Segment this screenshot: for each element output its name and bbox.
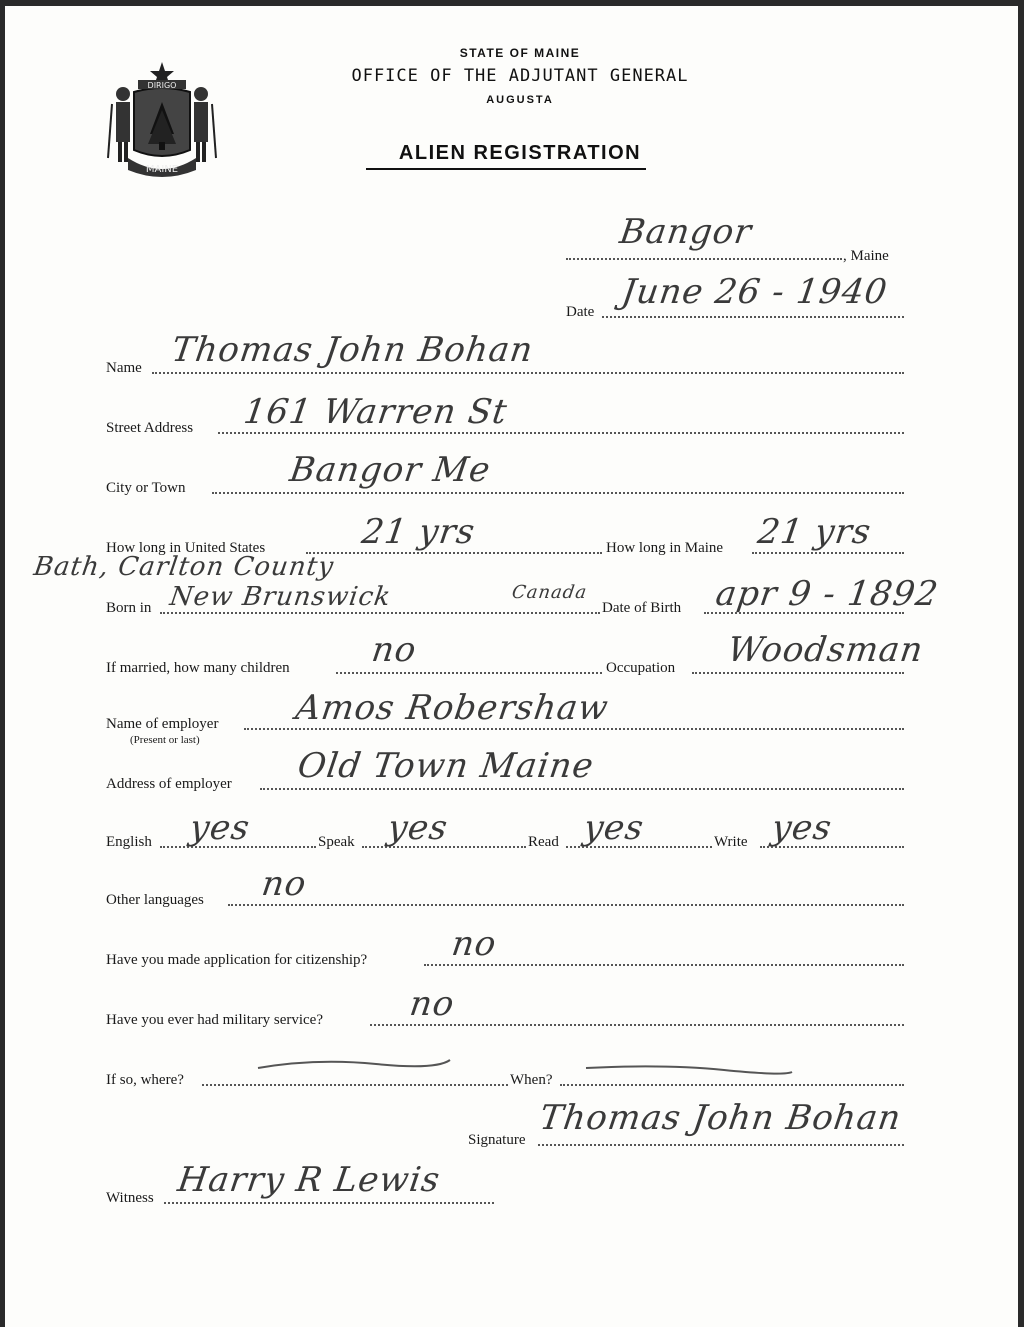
name-label: Name	[106, 360, 142, 376]
employer-address-label: Address of employer	[106, 776, 232, 792]
where-dash-stroke	[256, 1054, 452, 1076]
born-entry-line2: New Brunswick	[167, 582, 394, 612]
employer-address-line	[260, 788, 904, 790]
place-line	[566, 258, 842, 260]
witness-line	[164, 1202, 494, 1204]
street-line	[218, 432, 904, 434]
place-entry: Bangor	[617, 212, 755, 252]
how-long-maine-label: How long in Maine	[606, 540, 724, 556]
military-line	[370, 1024, 904, 1026]
city-label: City or Town	[106, 480, 186, 496]
read-label: Read	[528, 834, 559, 850]
form-title: ALIEN REGISTRATION	[398, 142, 642, 164]
english-entry: yes	[187, 808, 253, 848]
employer-sublabel: (Present or last)	[130, 734, 200, 746]
children-label: If married, how many children	[106, 660, 290, 676]
employer-label: Name of employer	[106, 716, 219, 732]
seal-state-label: MAINE	[145, 164, 179, 175]
write-label: Write	[714, 834, 748, 850]
born-entry-line1: Bath, Carlton County	[31, 552, 336, 582]
signature-line	[538, 1144, 904, 1146]
employer-entry: Amos Robershaw	[293, 688, 612, 728]
witness-entry: Harry R Lewis	[175, 1160, 443, 1200]
how-long-us-entry: 21 yrs	[359, 512, 478, 552]
header-office: OFFICE OF THE ADJUTANT GENERAL	[351, 66, 689, 86]
speak-label: Speak	[318, 834, 355, 850]
when-dash-stroke	[584, 1060, 794, 1080]
how-long-maine-entry: 21 yrs	[755, 512, 874, 552]
header-state: STATE OF MAINE	[459, 46, 581, 60]
signature-label: Signature	[468, 1132, 526, 1148]
where-line	[202, 1084, 508, 1086]
born-in-label: Born in	[106, 600, 152, 616]
date-of-birth-label: Date of Birth	[602, 600, 682, 616]
military-label: Have you ever had military service?	[106, 1012, 323, 1028]
military-entry: no	[407, 984, 458, 1024]
witness-label: Witness	[106, 1190, 154, 1206]
signature-entry: Thomas John Bohan	[537, 1098, 904, 1138]
born-in-line	[160, 612, 600, 614]
read-entry: yes	[581, 808, 647, 848]
employer-line	[244, 728, 904, 730]
where-label: If so, where?	[106, 1072, 184, 1088]
how-long-us-label: How long in United States	[106, 540, 266, 556]
scan-border-right	[1018, 0, 1024, 1327]
citizenship-entry: no	[449, 924, 500, 964]
occupation-entry: Woodsman	[725, 630, 927, 670]
other-languages-entry: no	[259, 864, 310, 904]
other-languages-label: Other languages	[106, 892, 204, 908]
street-entry: 161 Warren St	[241, 392, 511, 432]
header-city: AUGUSTA	[486, 94, 554, 106]
children-line	[336, 672, 602, 674]
scan-border-top	[0, 0, 1024, 6]
occupation-label: Occupation	[606, 660, 676, 676]
citizenship-line	[424, 964, 904, 966]
born-entry-country: Canada	[510, 582, 589, 603]
children-entry: no	[369, 630, 420, 670]
how-long-maine-line	[752, 552, 904, 554]
citizenship-label: Have you made application for citizenship?	[106, 952, 368, 968]
maine-label: , Maine	[843, 248, 889, 264]
write-entry: yes	[769, 808, 835, 848]
name-line	[152, 372, 904, 374]
date-line	[602, 316, 904, 318]
speak-entry: yes	[385, 808, 451, 848]
when-line	[560, 1084, 904, 1086]
scan-border-left	[0, 0, 5, 1327]
city-entry: Bangor Me	[287, 450, 494, 490]
english-label: English	[106, 834, 152, 850]
seal-motto: DIRIGO	[147, 81, 177, 90]
date-label: Date	[566, 304, 595, 320]
name-entry: Thomas John Bohan	[169, 330, 536, 370]
when-label: When?	[510, 1072, 553, 1088]
date-entry: June 26 - 1940	[619, 272, 891, 312]
city-line	[212, 492, 904, 494]
employer-address-entry: Old Town Maine	[295, 746, 597, 786]
how-long-us-line	[306, 552, 602, 554]
street-label: Street Address	[106, 420, 194, 436]
date-of-birth-entry: apr 9 - 1892	[713, 574, 942, 614]
title-underline	[366, 168, 646, 170]
occupation-line	[692, 672, 904, 674]
other-languages-line	[228, 904, 904, 906]
